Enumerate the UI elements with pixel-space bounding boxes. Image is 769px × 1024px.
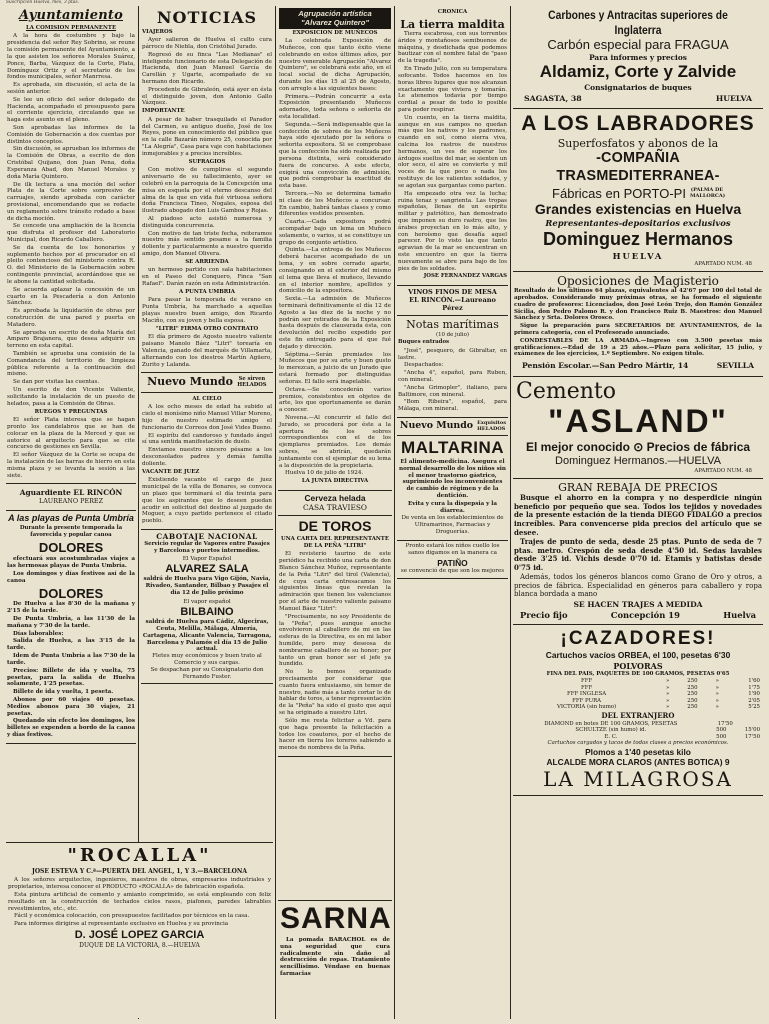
huelva-3: Huelva xyxy=(723,610,756,621)
noticias-section xyxy=(141,6,273,373)
paragraph: Se acuerda aplazar la concesión de un cuarto en la Pescadería a don Antonio Sánchez. xyxy=(7,286,135,307)
rocalla-firm: JOSE ESTEVA Y C.ª—PUERTA DEL ANGEL, 1, Y 3.—BARCELONA xyxy=(31,867,248,875)
schedule-line: De Huelva a las 8'30 de la mañana y 2'15 de la tarde. xyxy=(7,601,135,615)
schedule-line: Billete de ida y vuelta, 1 peseta. xyxy=(13,689,114,696)
rocalla-addr: DUQUE DE LA VICTORIA, 8.—HUELVA xyxy=(79,942,200,950)
bilbaino-consig: Se despachan por su Consignatario don Fernando Fuster. xyxy=(150,666,264,680)
tierra-body xyxy=(398,31,507,272)
arrienda-title: SE ARRIENDA xyxy=(185,258,229,265)
labradores-ad xyxy=(513,109,763,271)
sufragios-title: SUFRAGIOS xyxy=(188,158,226,165)
rebaja-ad xyxy=(513,479,763,625)
paragraph: Se concede una ampliación de la licencia que disfruta el profesor del Laboratorio Municipal, don Ricardo Caballero. xyxy=(7,223,135,244)
tierra-title: La tierra maldita xyxy=(400,17,505,31)
maltarina-ad xyxy=(397,436,508,541)
nuevo-mundo-ad-2 xyxy=(397,418,508,436)
precio-row xyxy=(514,609,762,621)
table-cell: FFF xyxy=(580,684,593,691)
pension: Pensión Escolar.—San Pedro Mártir, 14 xyxy=(522,361,689,371)
sufragios-body xyxy=(142,167,272,258)
rocalla-name: "ROCALLA" xyxy=(67,845,212,866)
extranjero-title: DEL EXTRANJERO xyxy=(601,711,675,720)
rebaja-title: GRAN REBAJA DE PRECIOS xyxy=(558,480,718,494)
paragraph: Un cuento, en la tierra maldita, aunque en sus campos no quedan más que los nativos y los padrones, cuando en sol, como sierra viva, calcina los rastros de nuestros hermanos, un ves de superar los árdugos sueltos del mar, se sienten un olor seco, el aire se convierte y mil voces de la que poco o nada los restituye de los valientes soldados, y se agotan sus gargantas como parten. xyxy=(398,114,508,189)
fina-pais: FINA DEL PAIS, PAQUETES DE 100 GRAMOS, PESETAS 0'65 xyxy=(546,671,730,678)
bilbaino-route: saldrá de Huelva para Cádiz, Algeciras, Ceuta, Melilla, Málaga, Almería, Cartagena, Alicante Valencia, Tarragona, Barcelona y Palamós el día 15 de Julio actual. xyxy=(142,619,272,653)
rocalla-text-4: Para informes dirigirse al representante exclusivo en Huelva y su provincia xyxy=(14,921,229,928)
sarna-ad xyxy=(278,900,392,1018)
extranjero-table xyxy=(514,721,762,741)
paragraph: Segunda.—Será indispensable que la confección de sobres de los Muñecos haya sido ejecutado por la señora o señorita expositora. Si se comprobase que la confección ha sido realizada por persona distinta, será considerado fuera de concurso. A este efecto, exigirá una convicción de admisión, que podrá comprobar la exactitud de esta base. xyxy=(279,121,391,190)
table-cell: 5'25 xyxy=(748,704,760,711)
paragraph: Ayer salieron de Huelva el culto cura párroco de Niebla, don Cristóbal Jurado. xyxy=(142,37,272,50)
pension-row xyxy=(514,359,762,372)
paragraph: Tierra escabrosa, con sus torrentes áridos y montañosos semibuenos de máquina, y desdichada que podemos bautizar con el nombre fatal de "paso de la tragedia". xyxy=(398,31,507,65)
aldamiz: Aldamiz, Corte y Zalvide xyxy=(539,62,737,82)
paragraph: Enviamos nuestro sincero pésame a los desconsolados padres y demás familia doliente. xyxy=(142,447,272,467)
polvoras-table xyxy=(514,678,762,711)
oposiciones-ad xyxy=(513,272,763,377)
sagasta-row xyxy=(514,92,762,106)
grandes: Grandes existencias en Huelva xyxy=(534,201,742,218)
palma: (PALMA DE MALLORCA) xyxy=(689,187,726,200)
table-cell: » xyxy=(665,684,670,691)
ayuntamiento-title: Ayuntamiento xyxy=(19,8,123,23)
paragraph: A la hora de costumbre y bajo la presidencia del señor Rey Sobrino, se reune la comisión permanente del Ayuntamiento, a la que asisten los señores Morales Suárez, Ponce, Barba, Vázquez de la Corte, Plata, Domínguez Ortiz y el secretario de los fondos municipales, señor Manrresa. xyxy=(7,33,135,81)
dolores-name: DOLORES xyxy=(38,540,104,556)
paragraph: Al piadoso acto asistió numerosa y distinguida concurrencia. xyxy=(142,215,272,229)
paragraph: Tercera.—No se determina tamaño ni clase de los Muñecos a concursar. En cambio, habrá tantas clases y como diferentes vestidos presenten. xyxy=(279,190,391,218)
huelva-label: HUELVA xyxy=(715,93,752,103)
schedule-line: Salida de Huelva, a las 3'15 de la tarde. xyxy=(7,638,135,652)
maltarina-text-3: De venta en los establecimientos de Ultramarinos, Farmacias y Droguerías. xyxy=(401,515,504,536)
toros-subtitle: UNA CARTA DEL REPRESENTANTE DE LA PEÑA "LITRI" xyxy=(281,536,389,549)
paragraph: Se lee un oficio del señor delegado de Hacienda, acompañado el presupuesto para el corriente ejercicio, circulando que se haga este asunto en el pleno. xyxy=(7,96,135,124)
nuevo-mundo-label: Nuevo Mundo xyxy=(147,375,233,389)
viajeros-body xyxy=(142,37,272,107)
importante-title: IMPORTANTE xyxy=(142,108,185,115)
rocalla-text-3: Fácil y económica colocación, con presupuestos facilitados por técnicos en la casa. xyxy=(14,913,250,920)
table-cell: FFF PURA xyxy=(572,697,602,704)
paragraph: El revisterio taurino de este periódico ha recibido una carta de don Blanco Sánchez Muñoz, representante de la Peña "Litri" del tirol (Valencia), de cuya carta entresacamos los siguientes líneas que revelan la admiración que tienen los valencianos por el arte de nuestro valiente paisano Manuel Báez "Litri": xyxy=(279,551,391,612)
rocalla-agent: D. JOSÉ LOPEZ GARCIA xyxy=(74,928,205,941)
toros-body xyxy=(279,551,391,752)
patino-sub: se convenció de que son los mejores xyxy=(400,567,505,574)
paragraph: No lo bemos organizado precisamente por considerar que cuanto fuera entusiasmo, sin temor de nuestro, nadie más a tanto cortar lo de hablar de toros, a tener representación de la "Peña" ha sido el gusto que aquí se ha originado a nuestro Litri. xyxy=(279,669,391,717)
vacante-title: VACANTE DE JUEZ xyxy=(142,468,200,475)
cronica-author: JOSE FERNANDEZ VARGAS xyxy=(423,273,507,280)
cielo-section xyxy=(141,393,273,530)
paragraph: Se aprueba un escrito de doña María del Amparo Brajanera, que desea adquirir un terreno en esta capital. xyxy=(7,329,135,350)
carbon-especial: Carbón especial para FRAGUA xyxy=(547,37,729,53)
paragraph: Procedente de Gibraleón, está ayer en ésta el distinguido joven, don Antonio Gallo Vázquez. xyxy=(142,86,272,107)
table-row xyxy=(514,727,762,734)
table-cell: FFF xyxy=(580,678,593,685)
paragraph: De ilk lectura a una moción del señor Plata de la Corte sobre sorpresivo de carruajes, siendo aprobada con carácter provisional, encomendando que se redacte un reglamento sobre tránsito rodado a base de dicha moción. xyxy=(7,181,135,222)
table-cell: 1'75 xyxy=(748,684,760,691)
column-3 xyxy=(278,6,392,1019)
paragraph: El espirítu del candoroso y fundado ángel sí una sentida manifestación de duelo. xyxy=(142,432,272,446)
paragraph: Octava.—Se concederán varios premios, consistentes en objetos de arte, los que oportunamente se darán a conocer. xyxy=(279,386,391,414)
vinos-ad xyxy=(397,286,508,316)
notas-section xyxy=(397,316,508,418)
table-cell: 250 xyxy=(687,684,698,691)
precio-fijo: Precio fijo xyxy=(520,610,568,621)
table-cell: SCHULTZE (sin humo) id. xyxy=(575,727,647,734)
sarna-title: SARNA xyxy=(280,902,392,935)
paragraph: Es aprobada, sin discusión, el acta de la sesión anterior. xyxy=(7,82,135,95)
carbones-ad xyxy=(513,6,763,109)
litri-title: "LITRI" FIRMA OTRO CONTRATO xyxy=(155,325,259,332)
cazadores-ad xyxy=(513,625,763,796)
table-cell: » xyxy=(665,697,670,704)
table-row xyxy=(514,685,762,692)
table-row xyxy=(514,704,762,711)
apartado-48b: APARTADO NUM. 48 xyxy=(694,468,752,475)
table-cell: » xyxy=(665,678,670,685)
cabotaje-ad xyxy=(141,530,273,684)
asland-dominguez: Dominguez Hermanos.—HUELVA xyxy=(555,454,721,467)
column-rule xyxy=(510,6,511,1019)
paragraph: Se da cuenta de los honorarios y suplemento hechos por el procurador en el pleito contencioso del ministerio contra R. O. del Ministerio de la Gobernación sobre contingente provincial, acordándose que se le abone la cantidad solicitada. xyxy=(7,244,135,285)
labradores-title: A LOS LABRADORES xyxy=(521,112,755,136)
polvoras-title: POLVORAS xyxy=(613,660,663,671)
paragraph: En Tirado Julio, con su temperatura sofocante. Todos hacemos en los horas libres lugares que nos alcanzan exactamente que viviera y tomarán. Le atenemos todavía por tiempo cordial a pesar de todo lo posible para poder respirar. xyxy=(398,66,507,113)
paragraph: Sin discusión, se aprueban los informes de la Comisión de Obras, a escrito de don Cristóbal Quijano, don Juan Pena, doña Esperanza Abad, don Manuel Morales y doña María Quintero. xyxy=(7,146,135,180)
paragraph: Un escrito de don Vicente Valiente, solicitando la instalación de un puesto de helados, pasa a la Comisión de Obras. xyxy=(7,387,135,407)
superfosfatos: Superfosfatos y abonos de la xyxy=(557,137,719,151)
apartado-48: APARTADO NUM. 48 xyxy=(694,260,752,267)
table-cell: 250 xyxy=(687,704,698,711)
paragraph: Son aprobadas las informes de la Comisión de Gobernación a dos cuentas por distintos conceptos. xyxy=(7,125,135,145)
schedule-line: Precios: Billete de ida y vuelta, 75 pesetas, para la salida de Huelva solamente, 1'25 pesetas. xyxy=(7,667,135,688)
table-cell: » xyxy=(665,704,670,711)
dolores-text: efectuará sus acostumbradas viajes a las hermosas playas de Punta Umbría. xyxy=(7,556,135,570)
paragraph: Se dan por visitas las cuentas. xyxy=(13,379,100,386)
exposicion-sign: LA JUNTA DIRECTIVA xyxy=(301,478,369,485)
punta-umbria-ad xyxy=(6,511,136,744)
paragraph: Huelva 10 de julio de 1924. xyxy=(285,470,364,477)
patino-text: Pronto estará los niños cuello los sanos digamos en la manera ca xyxy=(405,542,500,556)
patino-ad xyxy=(397,541,508,579)
paragraph: "José", pesquero, de Gibraltar, en lastre. xyxy=(398,347,507,361)
cerveza-title: Cerveza helada xyxy=(304,492,366,503)
table-cell: 250 xyxy=(687,697,698,704)
table-cell: » xyxy=(715,684,719,691)
rebaja-text-3: Además, todos los géneros blancos como Grano de Oro y otros, a precios de fábrica. Especialidad en géneros para caballero y ropa blanca bordada a mano xyxy=(514,573,762,599)
rocalla-text-2: Esta pintura artificial de cemento y amianto comprimido, se está empleando con feliz resultado en la construcción de techados cielos rasos, piafones, paredes labrables revestimientos, etc., etc. xyxy=(8,891,271,912)
table-cell: 1'60 xyxy=(748,678,760,685)
importante-text: A pesar de haber trasquilado el Parador del Carmen, su antiguo dueño, José de los Reyes, pone en conocimiento del público que en la calle Bazarán número 25, conocida por "La Alegría", Casa para vaje con habitaciones inmejorables y a precios increíbles. xyxy=(142,116,272,157)
column-5 xyxy=(513,6,763,1019)
sarna-text: La pomada BARACHOL es de una seguridad que cura radicalmente sin daño al destrucción de ropas. Tratamiento sencillísimo. Véndase en buenas farmacias xyxy=(280,937,390,978)
table-cell: 1'90 xyxy=(748,691,760,698)
fabricas: Fábricas en PORTO-PI xyxy=(552,185,686,201)
bilbaino-name: BILBAINO xyxy=(180,605,234,618)
sevilla-label: SEVILLA xyxy=(716,361,754,371)
ruegos-title: RUEGOS Y PREGUNTAS xyxy=(34,408,108,415)
paragraph: El señor Plata interesa que se hagan pronto los candelabros que se han de colocar en la plaza de la Merced y que se autorice al arquitecto para que se cite concurso de gestiones en Sevilla. xyxy=(7,417,135,451)
dominguez-hermanos: Dominguez Hermanos xyxy=(542,228,734,249)
paragraph: Regresó de su finca "Las Medianas" el inteligente funcionario de esta Delegación de Hacienda, don Juan Manuel García de Carellán y Ugarte, acompañado de su hermano don Ricardo. xyxy=(142,51,272,85)
column-rule xyxy=(275,6,276,1019)
rocalla-text-1: A los señores arquitectos, ingenieros, maestros de obras, empresarios industriales y propietarios, interesa conocer el PRODUCTO «ROCALLA» de fabricación española. xyxy=(8,877,271,891)
notas-entrados: Buques entrados xyxy=(398,339,450,346)
cabotaje-vapor: El Vapor Español xyxy=(182,556,232,563)
rebaja-text: Busque el ahorro en la compra y no desperdicie ningún beneficio por pequeño que sea. Todos los tejidos y novedades de la presente estación de la tienda DIEGO FIDALGO a precios increíbles. Para convencerse pida precios del artículo que se desee. xyxy=(514,493,762,537)
masthead-line: Suscripción Huelva, mes, 3 ptas. xyxy=(6,0,79,5)
table-cell: E. C. xyxy=(604,733,618,740)
vinos-rincon: EL RINCÓN.—Laureano Pérez xyxy=(409,296,496,313)
trajes-medida: SE HACEN TRAJES A MEDIDA xyxy=(573,599,703,609)
litri-text: El día primero de Agosto nuestro valiente paisano Manolo Báez "Litri" torearía en Valencia, ganado del marqués de Villamarta, alternando con los diestros Martín Agüero, Zurito y Lalanda. xyxy=(142,334,272,368)
maltarina-text-2: Evita y cura la dispepsia y la diarrea. xyxy=(407,500,498,514)
maltarina-title: MALTARINA xyxy=(400,438,504,458)
table-cell: 500 xyxy=(716,733,727,740)
toros-title: DE TOROS xyxy=(298,518,372,535)
schedule-line: De Punta Umbría, a las 11'30 de la mañana y 7'30 de la tarde. xyxy=(7,616,135,629)
plomos: Plomos a 1'40 pesetas kilo xyxy=(585,746,691,757)
table-cell: 17'50 xyxy=(744,733,760,740)
cabotaje-text: Servicio regular de Vapores entre Pasajes y Barcelona y puertos intermedios. xyxy=(144,541,270,554)
table-cell: FFF INGLESA xyxy=(567,691,607,698)
toros-article xyxy=(278,516,392,757)
table-cell: » xyxy=(715,678,719,685)
representantes: Representantes-depositarios exclusivos xyxy=(545,218,731,229)
rocalla-ad xyxy=(6,842,273,1018)
notas-title: Notas marítimas xyxy=(406,318,499,332)
paragraph: Quinta.—La entrega de los Muñecos deberá hacerse acompañado de un lema, y en sobre cerrado aparte, consignando en el exterior del mismo el lema que lleva el muñeco, llevando en el interior nombre, apellidos y domicilio de la expositora. xyxy=(279,247,391,295)
asland-name: "ASLAND" xyxy=(548,403,728,440)
sala-route: saldrá de Huelva para Vigo Gijón, Navia, Rivadeo, Santander, Bilbao y Pasajes el día 12 de Julio próximo xyxy=(143,576,271,597)
oposiciones-text-3: CONDESTABLES DE LA ARMADA.—Ingreso con 3.500 pesetas más gratificaciones.—Edad de 19 a 25 años.—Plazo para solicitar, 15 julio, y exámenes de los ejercicios, 1.º Septiembre. No exigen título. xyxy=(514,337,762,358)
table-cell: VICTORIA (sin humo) xyxy=(557,704,617,711)
cemento-label: Cemento xyxy=(516,378,616,404)
umbria-text: Para pasar la temporada de verano en Punta Umbría, ha marchado a aquellas playas nuestro buen amigo, don Ricardo Maciño, con su joven y bella esposa. xyxy=(142,297,272,324)
table-cell: » xyxy=(715,704,719,711)
table-cell: 250 xyxy=(687,691,698,698)
paragraph: Novena.—Al concurrir el fallo del Jurado, se procederá por éste a la apertura de los sobres correspondientes con el de los ejemplares premiados. Los demás sobres, se abrirán, quedarán juntamente con el ejemplar de su lema a la disposición de la propietaria. xyxy=(279,414,391,469)
paragraph: También se aprueba una comisión de la Comandancia del territorio de limpieza pública referente a la continuación del mismo. xyxy=(7,351,135,378)
table-row xyxy=(514,691,762,698)
oposiciones-title: Oposiciones de Magisterio xyxy=(557,273,719,288)
alvarez-sala: ALVAREZ SALA xyxy=(165,563,249,576)
exposicion-title: EXPOSICION DE MUÑECOS xyxy=(292,29,378,36)
ayuntamiento-body xyxy=(7,33,135,407)
rincon-ad xyxy=(6,484,136,511)
table-cell: 15'00 xyxy=(744,727,760,734)
paragraph: Cuarta.—Cada expositora podrá acompañar bajo un lema un Muñeco solamente, o varios, si se constituye un grupo de conjunto artístico. xyxy=(279,219,391,246)
paragraph: El señor Vázquez de la Corte se ocupa de la instalación de las barras de hierro en esta misma plaza y se levanta la sesión a las siete. xyxy=(7,452,135,479)
agrupacion-title: Agrupación artística "Alvarez Quintero" xyxy=(279,8,391,29)
arrienda-text: un hermoso partido con sala habitaciones en el Paseo del Conquero, Finca "San Rafael". Darán razón en esta Administración. xyxy=(142,267,272,288)
cielo-title: AL CIELO xyxy=(192,395,222,402)
paragraph: "Ancha 4", español, para Ruben, con mineral. xyxy=(398,370,507,383)
compania: -COMPAÑIA TRASMEDITERRANEA- xyxy=(556,150,720,184)
milagrosa: LA MILAGROSA xyxy=(543,767,733,792)
table-cell: DIAMOND en botes DE 100 GRAMOS, PESETAS xyxy=(544,720,678,727)
schedule-line: Abonos por 60 viajes 40 pesetas. Medios abonos para 30 viajes, 21 pesetas. xyxy=(7,696,135,717)
oposiciones-text: Resultado de los últimos 64 plazas, equivalentes al 42'67 por 100 del total de aprobados. Considerando muy próximas otras, se ha formado el siguiente cuadro de profesores: Licenciados, don José León Trejo, don Ramón González Sicilia, don Pedro Palomo R. y don Francisco Ruiz B. Maestros: don Manuel Sánchez y Srta. Dolores Orosco. xyxy=(514,288,762,322)
paragraph: Primera.—Podrán concurrir a esta Exposición presentando Muñecos adornados, toda señora o señorita de esta localidad. xyxy=(279,93,391,121)
patino-name: PATIÑO xyxy=(437,557,468,568)
rebaja-text-2: Trajes de punto de seda, desde 25 ptas. Punto de seda de 7 ptas. metro. Crespón de seda desde 4'50 id. Sedas lavables desde 3'25 id. Vichis desde 0'70 id. Etamis y batistas desde 0'75 id. xyxy=(514,537,762,572)
schedule-line: Días laborables: xyxy=(13,630,64,637)
table-cell: 250 xyxy=(687,678,698,685)
ayuntamiento-subtitle: LA COMISION PERMANENTE xyxy=(25,24,117,31)
paragraph: Despachados: xyxy=(404,362,444,369)
cerveza-ad xyxy=(278,491,392,516)
table-cell: 500 xyxy=(716,727,727,734)
cronica-label: CRONICA xyxy=(437,9,468,15)
concepcion: Concepción 19 xyxy=(610,610,680,621)
exposicion-article xyxy=(278,6,392,491)
noticias-title: NOTICIAS xyxy=(156,8,258,27)
paragraph: Es aprobada la liquidación de obras por construcción de una pared y puerta en Matadero. xyxy=(7,308,135,328)
cronica-article xyxy=(397,6,508,286)
bilbaino-fletes: Fletes muy económicos y buen trato al Comercio y sus cargas. xyxy=(152,653,262,666)
paragraph: Sexta.—La admisión de Muñecos terminará definitivamente el día 12 de Agosto a las diez de la noche y no podrán ser retirados de la Exposición hasta después de clausurada ésta, con devolución del recibo expedido por este fin entregado para el que fué dejado y dirección. xyxy=(279,296,391,350)
paragraph: Con motivo de tan triste fecha, reiteramos nuestro más sentido pesame a la familia doliente y particularmente a nuestro querido amigo, don Manuel Olivera. xyxy=(142,230,272,258)
paragraph: "Bom Ribeira", español, para Málaga, con mineral. xyxy=(398,399,507,413)
maltarina-text: El alimento-medicina. Asegura el normal desarrollo de los niños sin el menor trastorno gástrico, suprimiendo los inconvenientes de cambio de régimen y de la dentición. xyxy=(399,458,506,500)
schedule-line: Quedando sin efecto los domingos, los billetes se expenden a bordo de la canoa y días festivos. xyxy=(7,718,135,739)
cabotaje-title: CABOTAJE NACIONAL xyxy=(156,531,258,541)
table-cell: 2'05 xyxy=(748,697,760,704)
cerveza-casa: CASA TRAVIESO xyxy=(303,503,367,513)
notas-date: (10 de julio) xyxy=(436,331,469,338)
dolores-schedule xyxy=(7,601,135,738)
nuevo-mundo-tag-2: Exquisitos HELADOS xyxy=(477,420,507,433)
nuevo-mundo-tag: Se sirven HELADOS xyxy=(237,375,267,389)
carbones-title: Carbones y Antracitas superiores de Inglaterra xyxy=(548,8,728,37)
cazadores-title: ¡CAZADORES! xyxy=(560,628,716,650)
table-cell: » xyxy=(715,691,719,698)
ayuntamiento-article xyxy=(6,6,136,484)
paragraph: Sólo me resta felicitar a Vd. para que haga presente la felicitación a todos los coautores, por el hecho de hacer en tierra los toreros sabiendo a menos de nombres de la Peña. xyxy=(279,717,391,752)
paragraph: "Precisamente, no soy Presidente de la "Peña", pues aunque anoche envolvieron al caballero de mi en las esferas de la Directiva, es en mi labor humilde, pero muy deseosa de nombrarme caballero de su honor; por tanto un gran honor ser el jefe ya hundido. xyxy=(279,613,391,668)
column-rule xyxy=(394,6,395,1019)
table-row xyxy=(514,698,762,705)
asland-ad xyxy=(513,377,763,479)
dolores-name-2: DOLORES xyxy=(38,585,104,601)
nuevo-mundo-label-2: Nuevo Mundo xyxy=(399,420,474,432)
umbria-title: A PUNTA UMBRIA xyxy=(179,288,235,295)
table-cell: 17'50 xyxy=(717,720,733,727)
table-row xyxy=(514,678,762,685)
exposicion-body xyxy=(279,38,391,477)
paragraph: "Ancha Grimopler", italiano, para Baltimore, con mineral. xyxy=(398,384,507,398)
paragraph: Con motivo de cumplirse el segundo aniversario de su fallecimiento, ayer se celebró en la parroquia de la Concepción una misa en esquela por el eterno descanso del alma de la que en vida fué virtuosa señora doña Francisca Tineo, Nogales, esposa del ilustrado abogado don Luis Gamboa y Rojas. xyxy=(142,167,272,215)
rincon-title: Aguardiente EL RINCÓN xyxy=(19,488,123,498)
huelva-2: HUELVA xyxy=(612,250,664,261)
cielo-body xyxy=(142,404,272,467)
column-4 xyxy=(397,6,508,1019)
playas-title: A las playas de Punta Umbría xyxy=(8,513,134,524)
ruegos-body xyxy=(7,417,135,479)
paragraph: A los ocho meses de edad ha subido al cielo el monísimo niño Manuel Villar Moreno, hijo de nuestro estimado amigo el funcionario de Correos don José Vides Bueno. xyxy=(142,404,272,431)
nuevo-mundo-ad xyxy=(141,373,273,392)
rincon-name: LAUREANO PEREZ xyxy=(38,497,104,506)
cartuchos-text: Cartuchos vacíos ORBEA, el 100, pesetas 6'30 xyxy=(545,650,731,661)
paragraph: La celebrada Exposición de Muñecos, con que tanto éxito viene celebrando en estos últimos años, por nuestro venerable Agrupación "Alvarez Quintero", se celebrará este año, en el local social de dicha Agrupación, durante los días 15 al 25 de Agosto, con arreglo a las siguientes bases: xyxy=(279,38,391,92)
asland-mejor: El mejor conocido ⊙ Precios de fábrica xyxy=(525,440,751,455)
alcalde-mora: ALCALDE MORA CLAROS (ANTES BOTICA) 9 xyxy=(546,757,730,768)
vinos-title: VINOS FINOS DE MESA xyxy=(408,288,497,297)
informes: Para informes y precios xyxy=(589,53,687,63)
cartuchos-cargados: Cartuchos cargados y tacos de todas clases a precios económicos. xyxy=(547,740,729,747)
paragraph: Séptima.—Serán premiados los Muñecos que por su arte y buen gusto lo merezcan, a juicio de un Jurado que estará formado por distinguidas señoras. El fallo será inapelable. xyxy=(279,351,391,385)
viajeros-title: VIAJEROS xyxy=(142,28,173,35)
table-cell: » xyxy=(665,691,670,698)
table-cell: » xyxy=(715,697,719,704)
fabricas-row xyxy=(514,186,762,202)
bilbaino-vapor: El vapor español xyxy=(183,598,231,605)
notas-body xyxy=(398,348,507,413)
dolores-text-2: Los domingos y días festivos así de la canoa xyxy=(7,570,135,584)
playas-subtitle: Durante la presente temporada la favorecida y popular canoa xyxy=(19,525,123,538)
consignatarios: Consignatarios de buques xyxy=(584,82,692,92)
vacante-text: Existiendo vacante el cargo de juez municipal de la villa de Bonares, se convoca un plazo que terminará el día treinta para que los aspirantes que lo deseen puedan acudir en solicitud del destino al juzgado de Moguer, a cuyo partido pertenece el citado pueblo. xyxy=(142,477,272,525)
schedule-line: Idem de Punta Umbría a las 7'30 de la tarde. xyxy=(7,653,135,666)
sagasta: SAGASTA, 38 xyxy=(524,93,582,103)
paragraph: Ha empezado otra vez la lucha; ruina tenaz y sangrienta. Las tropas españolas, llenas de un espíritu militar y patriótico, han demostrado que imponen su duro rastro, que los árabes proyectan en lo más alto, y con heroísmo que desafía aquel parecer. Por lo visto las que tanto agravian de la mar se encuentran en este encuentro en que la tierra nuevamente se abre para bajo de los pies de los soldados. xyxy=(398,190,507,272)
oposiciones-text-2: Sigue la preparación para SECRETARIOS DE AYUNTAMIENTOS, de la primera categoría, con el Profesorado anunciado. xyxy=(514,323,762,337)
